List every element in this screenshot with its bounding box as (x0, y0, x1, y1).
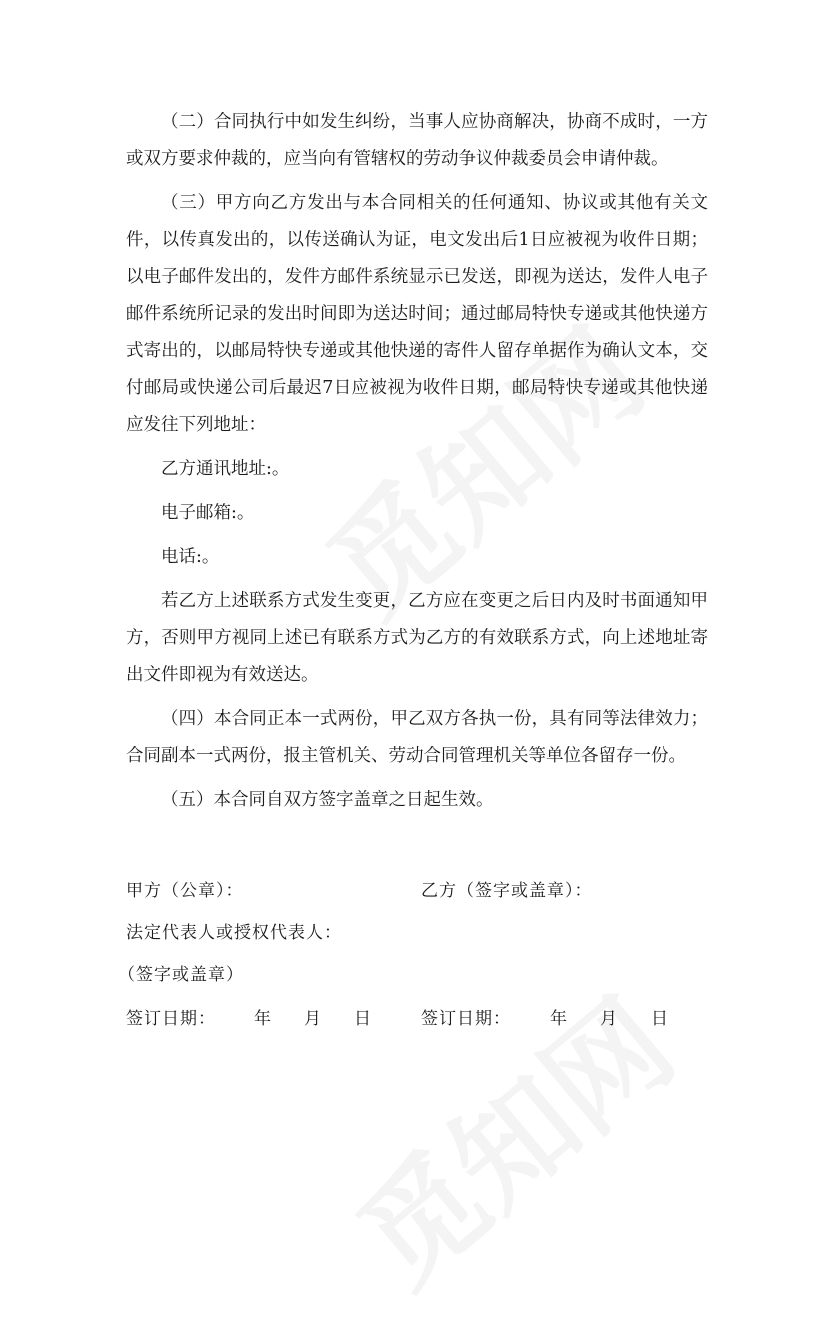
party-b-date-label: 签订日期： (421, 1009, 511, 1029)
party-a-seal-label: 甲方（公章）： (126, 881, 244, 901)
clause-4: （四）本合同正本一式两份，甲乙双方各执一份，具有同等法律效力；合同副本一式两份，报主管机关、劳动合同管理机关等单位各留存一份。 (126, 709, 708, 766)
party-b-month: 月 (600, 1009, 618, 1029)
clause-3: （三）甲方向乙方发出与本合同相关的任何通知、协议或其他有关文件，以传真发出的，以传送确认为证，电文发出后1日应被视为收件日期；以电子邮件发出的，发件方邮件系统显示已发送，即视为送达，发件人电子邮件系统所记录的发出时间即为送达时间；通过邮局特快专递或其他快递方式寄出的，以邮局特快专递或其他快递的寄件人留存单据作为确认文本，交付邮局或快递公司后最迟7日应被视为收件日期，邮局特快专递或其他快递应发往下列地址： (126, 193, 708, 435)
party-a-month: 月 (304, 1009, 322, 1029)
legal-rep-label: 法定代表人或授权代表人： (126, 923, 342, 943)
contact-change-paragraph: 若乙方上述联系方式发生变更，乙方应在变更之后日内及时书面通知甲方，否则甲方视同上述已有联系方式为乙方的有效联系方式，向上述地址寄出文件即视为有效送达。 (126, 591, 708, 685)
party-b-day: 日 (651, 1009, 669, 1029)
party-a-day: 日 (354, 1009, 372, 1029)
party-a-date-label: 签订日期： (126, 1009, 216, 1029)
party-a-year: 年 (254, 1009, 272, 1029)
email-line: 电子邮箱:。 (161, 503, 255, 523)
party-b-year: 年 (550, 1009, 568, 1029)
party-b-sign-label: 乙方（签字或盖章）： (421, 881, 593, 901)
phone-line: 电话:。 (161, 547, 220, 567)
address-line: 乙方通讯地址:。 (161, 459, 290, 479)
clause-2: （二）合同执行中如发生纠纷，当事人应协商解决，协商不成时，一方或双方要求仲裁的，应当向有管辖权的劳动争议仲裁委员会申请仲裁。 (126, 112, 708, 169)
sign-or-seal-label: （签字或盖章） (118, 965, 244, 985)
contract-body (126, 104, 708, 826)
clause-5: （五）本合同自双方签字盖章之日起生效。 (161, 790, 494, 810)
